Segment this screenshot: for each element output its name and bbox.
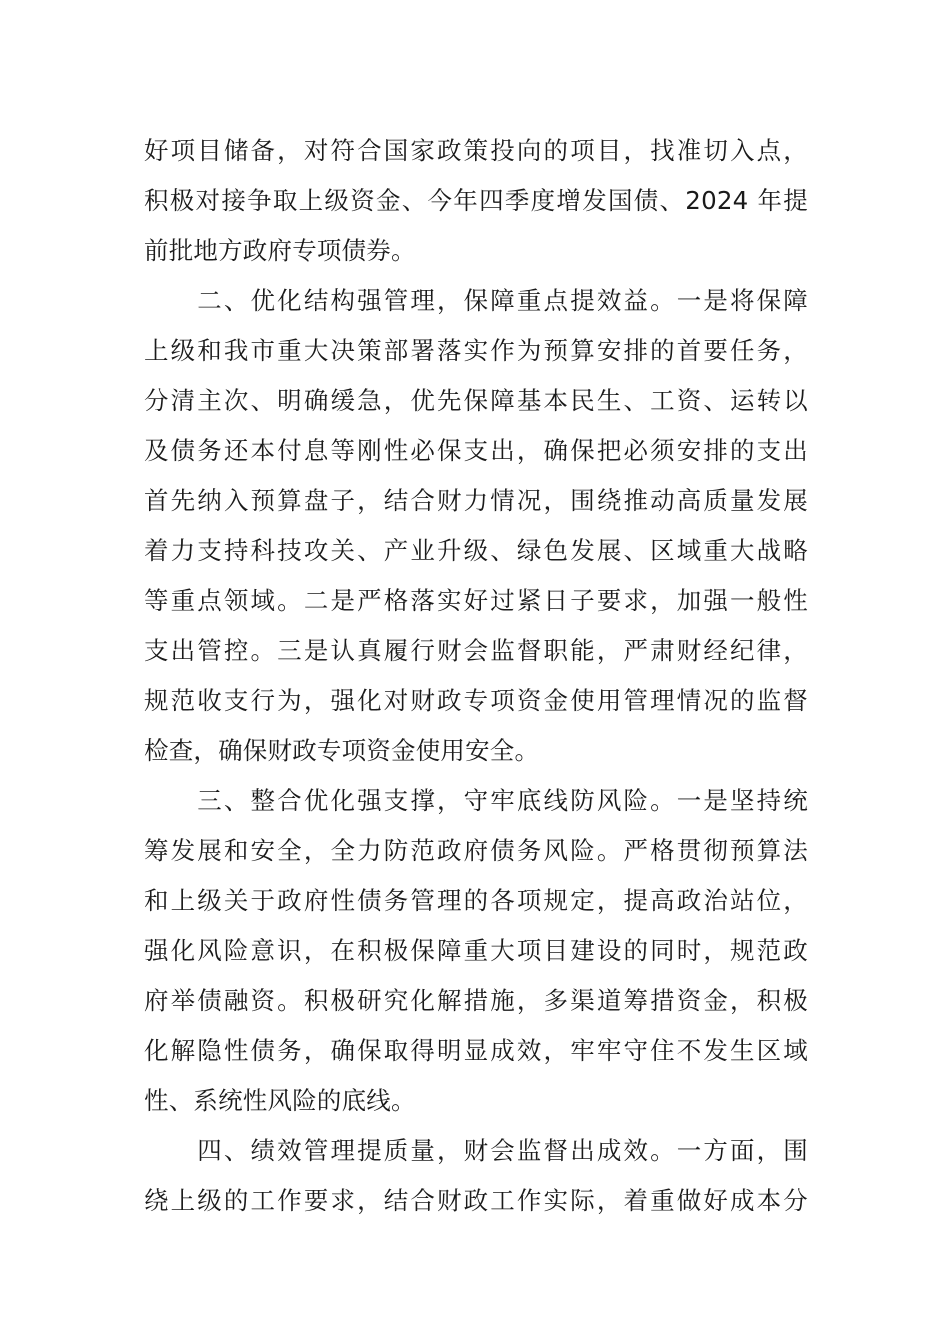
text-line: 上级和我市重大决策部署落实作为预算安排的首要任务， [144, 336, 808, 365]
text-line: 好项目储备，对符合国家政策投向的项目，找准切入点， [144, 136, 808, 165]
text-line: 筹发展和安全，全力防范政府债务风险。严格贯彻预算法 [144, 836, 808, 865]
text-line: 性、系统性风险的底线。 [144, 1086, 416, 1115]
text-line: 及债务还本付息等刚性必保支出，确保把必须安排的支出 [144, 436, 808, 465]
text-line: 绕上级的工作要求，结合财政工作实际，着重做好成本分 [144, 1186, 808, 1215]
text-line: 府举债融资。积极研究化解措施，多渠道筹措资金，积极 [144, 986, 808, 1015]
text-line: 积极对接争取上级资金、今年四季度增发国债、2024 年提 [144, 186, 808, 215]
text-line: 和上级关于政府性债务管理的各项规定，提高政治站位， [144, 886, 808, 915]
text-line: 着力支持科技攻关、产业升级、绿色发展、区域重大战略 [144, 536, 808, 565]
text-line: 化解隐性债务，确保取得明显成效，牢牢守住不发生区域 [144, 1036, 808, 1065]
text-line: 前批地方政府专项债券。 [144, 236, 416, 265]
text-line: 检查，确保财政专项资金使用安全。 [144, 736, 540, 765]
text-line: 四、绩效管理提质量，财会监督出成效。一方面，围 [144, 1136, 808, 1165]
text-line: 二、优化结构强管理，保障重点提效益。一是将保障 [144, 286, 808, 315]
text-line: 强化风险意识，在积极保障重大项目建设的同时，规范政 [144, 936, 808, 965]
text-line: 首先纳入预算盘子，结合财力情况，围绕推动高质量发展 [144, 486, 808, 515]
text-line: 分清主次、明确缓急，优先保障基本民生、工资、运转以 [144, 386, 808, 415]
text-line: 三、整合优化强支撑，守牢底线防风险。一是坚持统 [144, 786, 808, 815]
text-line: 等重点领域。二是严格落实好过紧日子要求，加强一般性 [144, 586, 808, 615]
text-line: 规范收支行为，强化对财政专项资金使用管理情况的监督 [144, 686, 808, 715]
text-line: 支出管控。三是认真履行财会监督职能，严肃财经纪律， [144, 636, 808, 665]
body-text [144, 126, 808, 1226]
